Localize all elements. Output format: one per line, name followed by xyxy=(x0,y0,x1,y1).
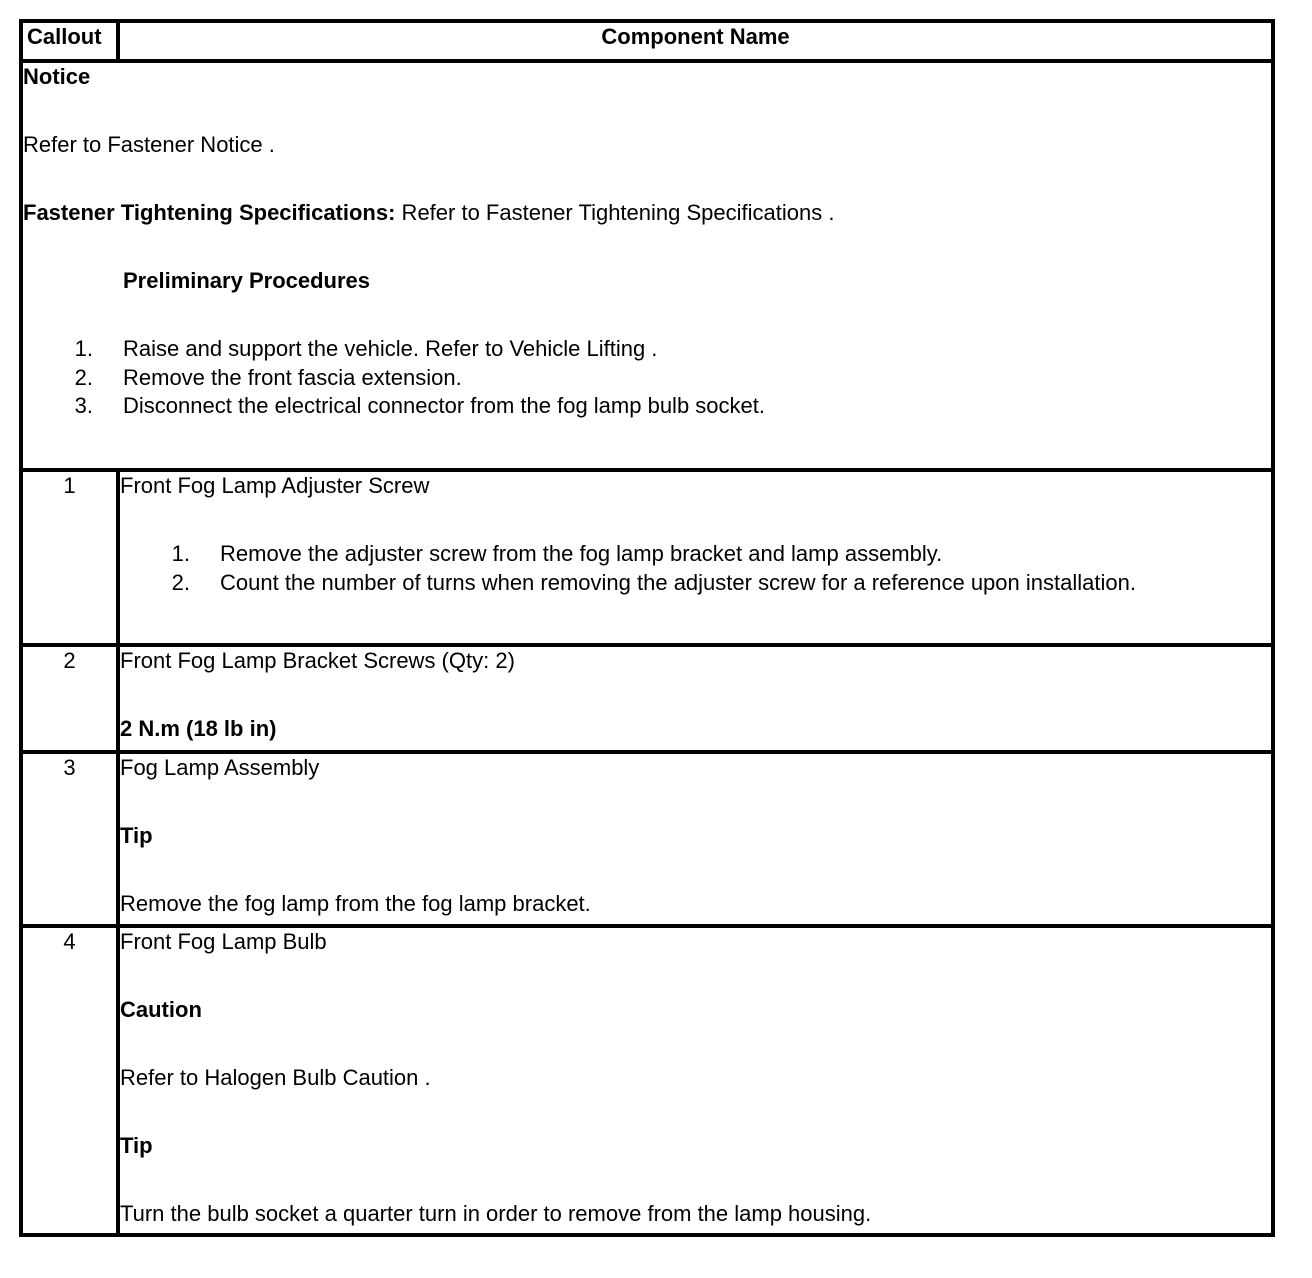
step-text: Disconnect the electrical connector from the fog lamp bulb socket. xyxy=(123,393,765,418)
fastener-spec-line xyxy=(23,199,1271,227)
component-title: Front Fog Lamp Bracket Screws (Qty: 2) xyxy=(120,648,515,673)
component-cell xyxy=(118,470,1273,645)
component-name-header: Component Name xyxy=(118,21,1273,61)
component-steps xyxy=(120,540,1271,597)
table-row xyxy=(21,470,1273,645)
caution-text: Refer to Halogen Bulb Caution . xyxy=(120,1065,431,1090)
component-title: Fog Lamp Assembly xyxy=(120,755,320,780)
step-text: Raise and support the vehicle. Refer to Vehicle Lifting . xyxy=(123,336,658,361)
tip-text: Remove the fog lamp from the fog lamp bracket. xyxy=(120,891,591,916)
tip-label: Tip xyxy=(120,1133,153,1158)
list-item xyxy=(23,392,1271,421)
step-number: 1. xyxy=(171,541,190,566)
notice-title: Notice xyxy=(23,64,91,89)
component-title: Front Fog Lamp Bulb xyxy=(120,929,327,954)
component-cell xyxy=(118,645,1273,752)
list-item xyxy=(23,335,1271,364)
list-item xyxy=(120,569,1271,598)
step-number: 2. xyxy=(171,569,190,595)
component-cell xyxy=(118,752,1273,926)
step-number: 2. xyxy=(74,364,93,390)
preliminary-procedures-title: Preliminary Procedures xyxy=(123,268,371,293)
notice-cell xyxy=(21,61,1273,470)
fastener-spec-label: Fastener Tightening Specifications: xyxy=(23,200,396,225)
component-cell xyxy=(118,926,1273,1235)
callout-number: 2 xyxy=(21,645,118,752)
procedure-table xyxy=(19,19,1275,1237)
list-item xyxy=(120,540,1271,569)
callout-number: 4 xyxy=(21,926,118,1235)
callout-header: Callout xyxy=(21,21,118,61)
step-text: Count the number of turns when removing the adjuster screw for a reference upon installation. xyxy=(220,569,1136,595)
table-row xyxy=(21,645,1273,752)
table-row xyxy=(21,926,1273,1235)
tip-label: Tip xyxy=(120,823,153,848)
callout-number: 1 xyxy=(21,470,118,645)
step-number: 3. xyxy=(74,393,93,418)
callout-number: 3 xyxy=(21,752,118,926)
torque-spec: 2 N.m (18 lb in) xyxy=(120,716,277,741)
step-text: Remove the adjuster screw from the fog lamp bracket and lamp assembly. xyxy=(220,541,943,566)
component-title: Front Fog Lamp Adjuster Screw xyxy=(120,473,430,498)
step-number: 1. xyxy=(74,336,93,361)
header-row xyxy=(21,21,1273,61)
preliminary-steps xyxy=(23,335,1271,421)
fastener-spec-text: Refer to Fastener Tightening Specifications . xyxy=(395,200,835,225)
caution-label: Caution xyxy=(120,997,202,1022)
tip-text: Turn the bulb socket a quarter turn in order to remove from the lamp housing. xyxy=(120,1201,872,1226)
list-item xyxy=(23,364,1271,393)
step-text: Remove the front fascia extension. xyxy=(123,364,462,390)
notice-row xyxy=(21,61,1273,470)
table-row xyxy=(21,752,1273,926)
fastener-notice-ref: Refer to Fastener Notice . xyxy=(23,132,275,157)
